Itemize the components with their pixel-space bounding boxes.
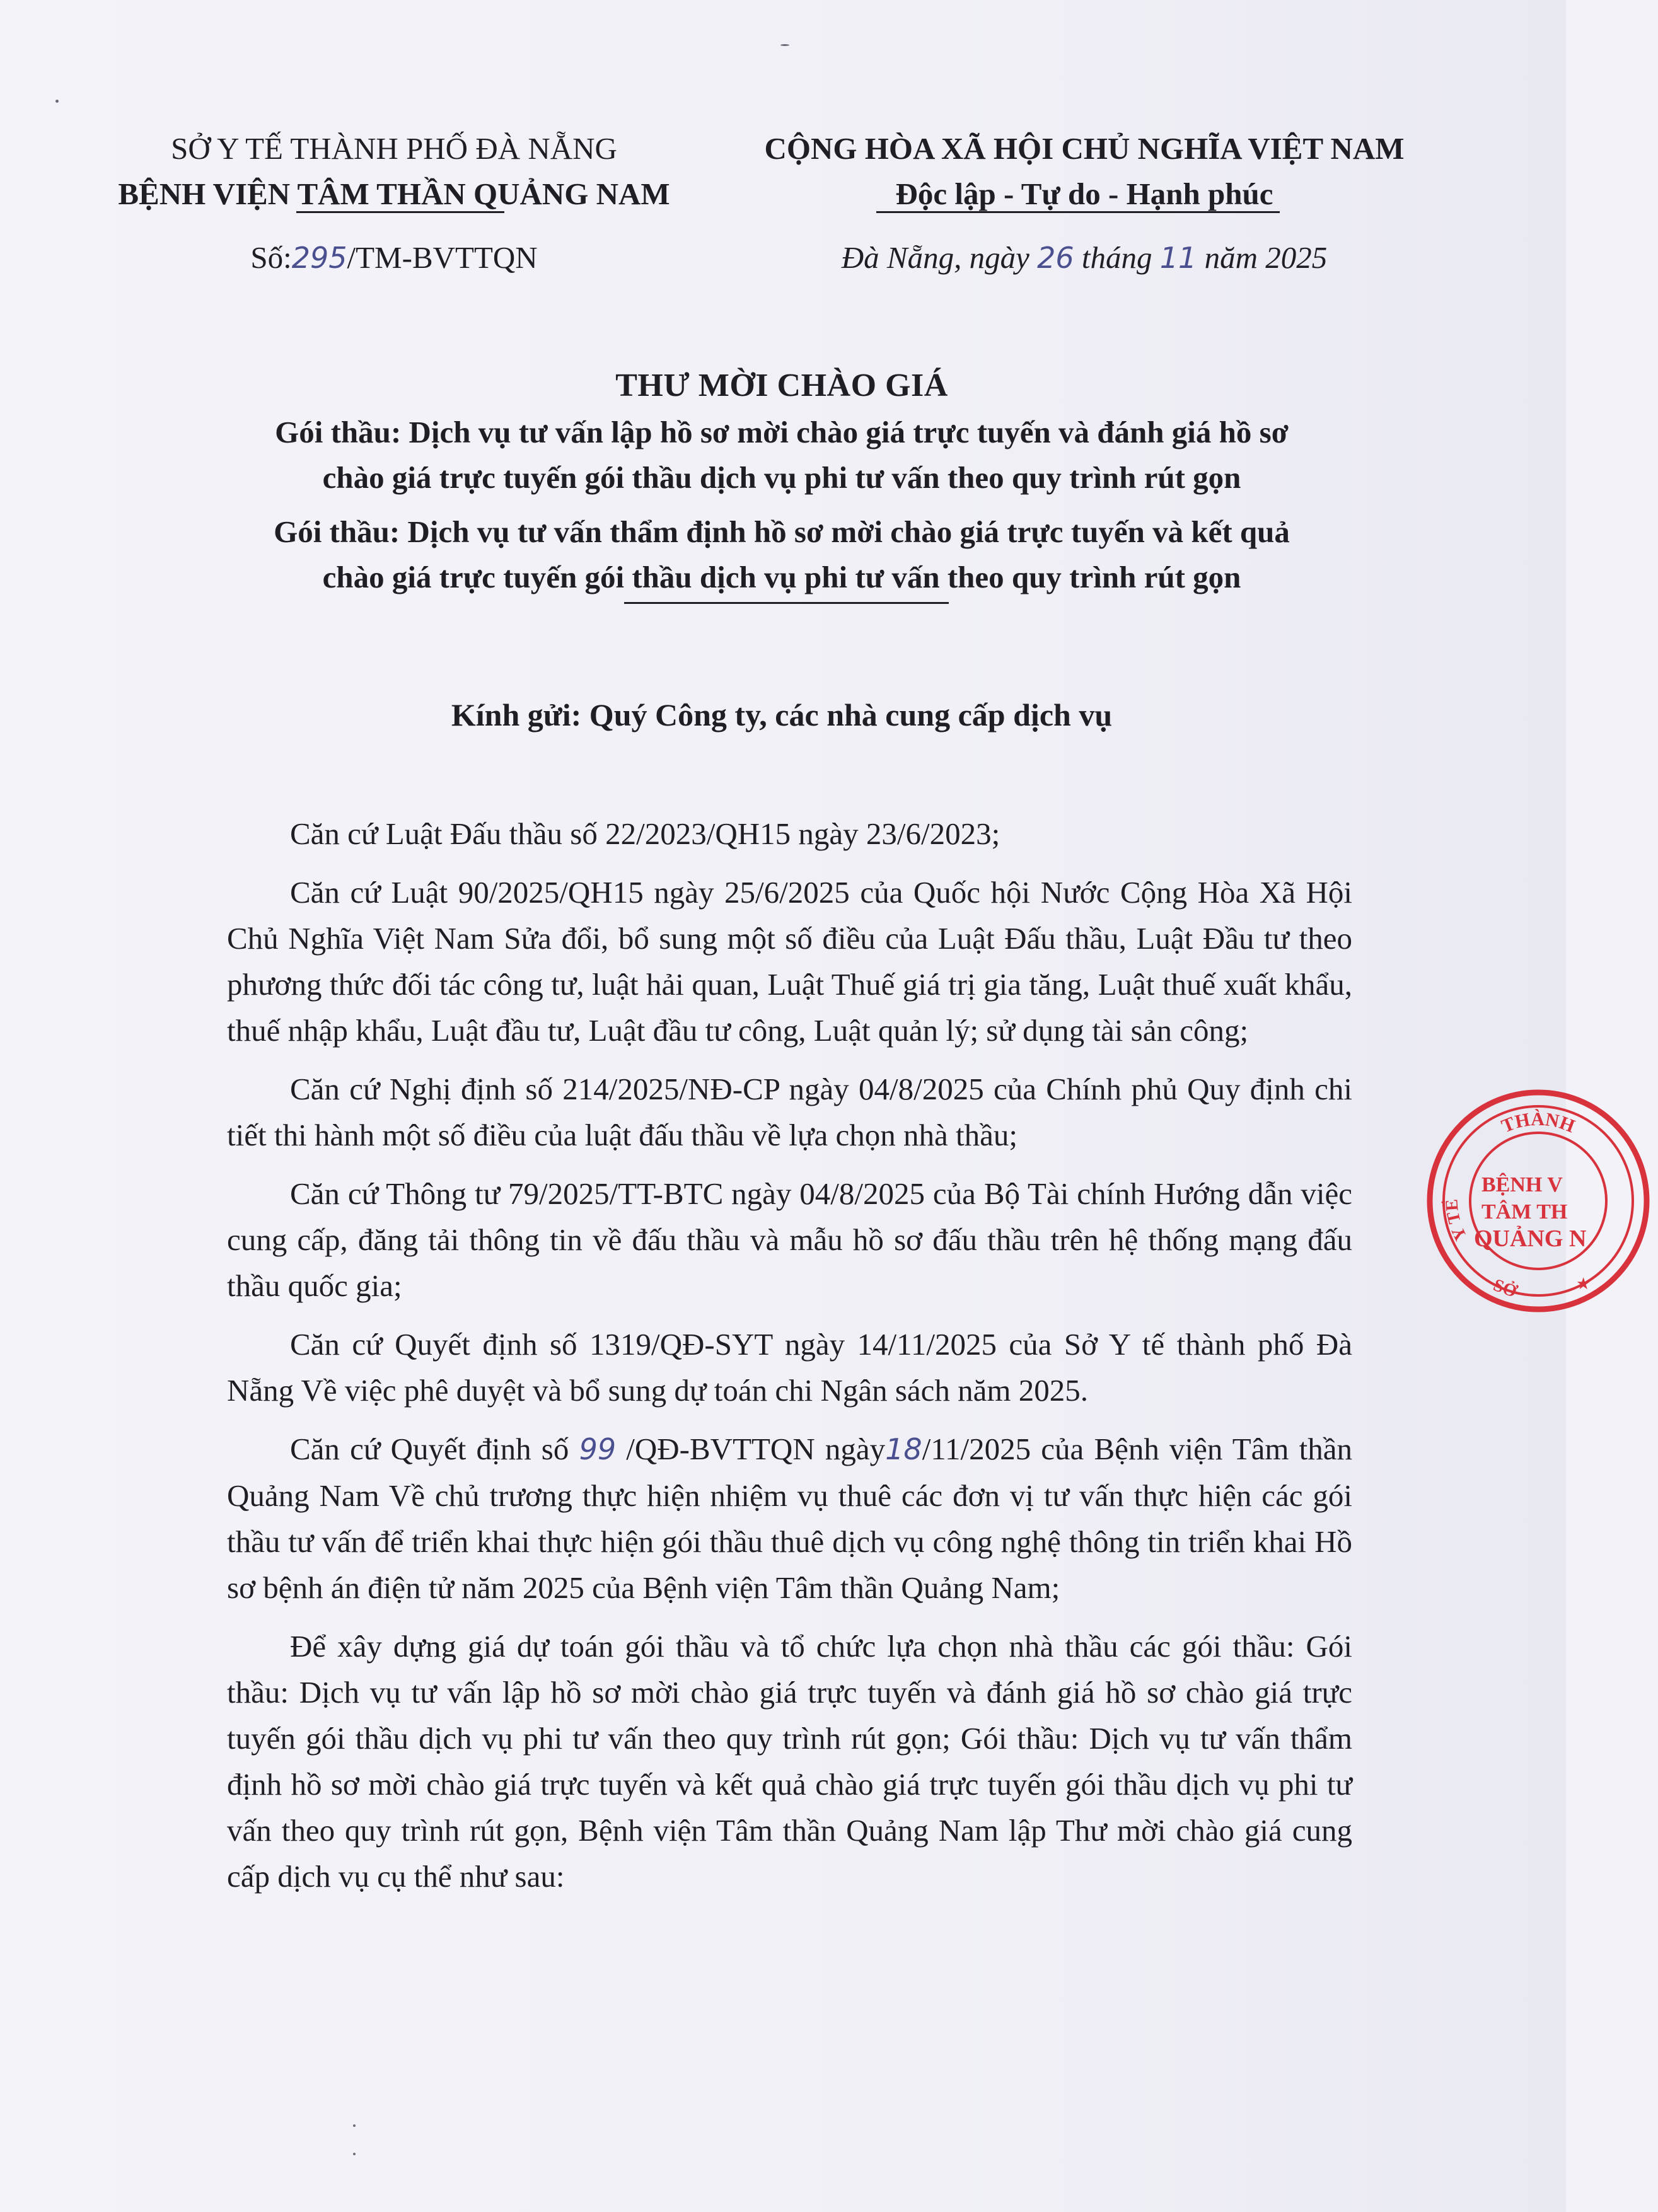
stamp-arc-text: THÀNH: [1499, 1108, 1578, 1137]
basis-paragraph-3: Căn cứ Nghị định số 214/2025/NĐ-CP ngày 04/8/2025 của Chính phủ Quy định chi tiết thi hành một số điều của luật đấu thầu về lựa chọn nhà thầu;: [227, 1072, 1352, 1152]
letter-body: [227, 811, 1352, 1912]
package-1-line-2: chào giá trực tuyến gói thầu dịch vụ phi tư vấn theo quy trình rút gọn: [322, 460, 1241, 495]
document-date: [738, 240, 1431, 275]
addressee-line: Kính gửi: Quý Công ty, các nhà cung cấp dịch vụ: [451, 697, 1113, 733]
stamp-line-1: BỆNH V: [1481, 1173, 1563, 1196]
scan-speck: [353, 2153, 356, 2155]
national-motto: Độc lập - Tự do - Hạnh phúc: [895, 177, 1273, 211]
stamp-bottom-text: SỞ: [1490, 1275, 1520, 1302]
date-day-handwritten: 26: [1037, 241, 1074, 275]
p6-handwritten-number: 99: [579, 1432, 617, 1466]
agency-name: BỆNH VIỆN TÂM THẦN QUẢNG NAM: [118, 177, 670, 211]
basis-paragraph-4: Căn cứ Thông tư 79/2025/TT-BTC ngày 04/8/2025 của Bộ Tài chính Hướng dẫn việc cung cấp, đăng tải thông tin về đấu thầu và mẫu hồ sơ đấu thầu trên hệ thống mạng đấu thầu quốc gia;: [227, 1176, 1352, 1303]
document-number: [113, 240, 675, 275]
package-1-line-1: Gói thầu: Dịch vụ tư vấn lập hồ sơ mời chào giá trực tuyến và đánh giá hồ sơ: [275, 415, 1289, 449]
p6-rest: /11/2025 của Bệnh viện Tâm thần Quảng Nam Về chủ trương thực hiện nhiệm vụ thuê các đơn vị tư vấn thực hiện các gói thầu tư vấn để triển khai thực hiện gói thầu thuê dịch vụ công nghệ thông tin triển khai Hồ sơ bệnh án điện tử năm 2025 của Bệnh viện Tâm thần Quảng Nam;: [227, 1432, 1353, 1605]
national-header: [738, 126, 1431, 217]
basis-paragraph-2: Căn cứ Luật 90/2025/QH15 ngày 25/6/2025 của Quốc hội Nước Cộng Hòa Xã Hội Chủ Nghĩa Việt Nam Sửa đổi, bổ sung một số điều của Luật Đấu thầu, Luật Đầu tư theo phương thức đối tác công tư, luật hải quan, Luật Thuế giá trị gia tăng, Luật thuế xuất khẩu, thuế nhập khẩu, Luật đầu tư, Luật đầu tư công, Luật quản lý; sử dụng tài sản công;: [227, 875, 1352, 1048]
stamp-left-arc-text: Y TẾ: [1442, 1198, 1471, 1244]
basis-paragraph-5: Căn cứ Quyết định số 1319/QĐ-SYT ngày 14/11/2025 của Sở Y tế thành phố Đà Nẵng Về việc phê duyệt và bổ sung dự toán chi Ngân sách năm 2025.: [227, 1327, 1352, 1408]
package-1-title: [208, 410, 1355, 501]
national-title: CỘNG HÒA XÃ HỘI CHỦ NGHĨA VIỆT NAM: [764, 131, 1405, 166]
scan-speck: [780, 44, 789, 46]
date-mid: tháng: [1081, 240, 1152, 275]
number-suffix: /TM-BVTTQN: [347, 240, 538, 275]
agency-underline: [296, 211, 504, 213]
title-divider: [624, 602, 949, 604]
number-handwritten: 295: [291, 241, 347, 275]
agency-header: [113, 126, 675, 217]
scan-speck: [353, 2124, 356, 2127]
date-month-handwritten: 11: [1159, 241, 1197, 275]
date-suffix: năm 2025: [1204, 240, 1328, 275]
stamp-line-3: QUẢNG N: [1474, 1225, 1587, 1252]
purpose-paragraph: Để xây dựng giá dự toán gói thầu và tổ chức lựa chọn nhà thầu các gói thầu: Gói thầu: Dịch vụ tư vấn lập hồ sơ mời chào giá trực tuyến và đánh giá hồ sơ chào giá trực tuyến gói thầu dịch vụ phi tư vấn theo quy trình rút gọn; Gói thầu: Dịch vụ tư vấn thẩm định hồ sơ mời chào giá trực tuyến và kết quả chào giá trực tuyến gói thầu dịch vụ phi tư vấn theo quy trình rút gọn, Bệnh viện Tâm thần Quảng Nam lập Thư mời chào giá cung cấp dịch vụ cụ thể như sau:: [227, 1629, 1352, 1894]
stamp-line-2: TÂM TH: [1481, 1200, 1568, 1224]
number-prefix: Số:: [250, 240, 292, 275]
motto-underline: [876, 211, 1280, 213]
p6-prefix: Căn cứ Quyết định số: [290, 1432, 569, 1466]
p6-handwritten-day: 18: [885, 1432, 922, 1466]
p6-mid: /QĐ-BVTTQN ngày: [626, 1432, 886, 1466]
document-title: THƯ MỜI CHÀO GIÁ: [615, 368, 948, 403]
red-seal-stamp: [1418, 1081, 1658, 1321]
agency-parent: SỞ Y TẾ THÀNH PHỐ ĐÀ NẴNG: [171, 131, 617, 166]
date-prefix: Đà Nẵng, ngày: [841, 240, 1029, 275]
stamp-star-icon: ★: [1576, 1275, 1591, 1294]
basis-paragraph-6: [227, 1426, 1352, 1611]
package-2-line-1: Gói thầu: Dịch vụ tư vấn thẩm định hồ sơ mời chào giá trực tuyến và kết quả: [274, 514, 1290, 549]
package-2-title: [208, 509, 1355, 600]
basis-paragraph-1: Căn cứ Luật Đấu thầu số 22/2023/QH15 ngày 23/6/2023;: [290, 816, 1000, 851]
scan-speck: [55, 100, 59, 103]
package-2-line-2: chào giá trực tuyến gói thầu dịch vụ phi tư vấn theo quy trình rút gọn: [322, 560, 1241, 594]
